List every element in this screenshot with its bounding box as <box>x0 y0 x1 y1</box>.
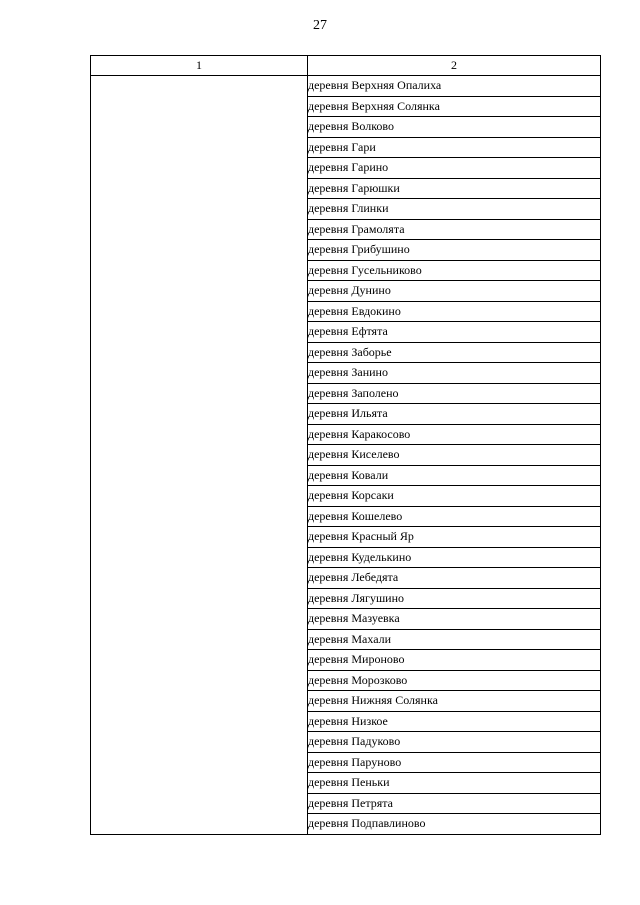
settlement-name: деревня Мироново <box>308 650 601 671</box>
settlement-name: деревня Пеньки <box>308 773 601 794</box>
settlement-name: деревня Ефтята <box>308 322 601 343</box>
settlement-name: деревня Верхняя Опалиха <box>308 76 601 97</box>
settlement-name: деревня Мазуевка <box>308 609 601 630</box>
settlement-name: деревня Гарюшки <box>308 178 601 199</box>
page-number: 27 <box>313 18 327 33</box>
settlement-name: деревня Кошелево <box>308 506 601 527</box>
settlement-name: деревня Гусельниково <box>308 260 601 281</box>
settlement-name: деревня Нижняя Солянка <box>308 691 601 712</box>
settlement-name: деревня Подпавлиново <box>308 814 601 835</box>
settlement-name: деревня Занино <box>308 363 601 384</box>
settlement-name: деревня Дунино <box>308 281 601 302</box>
settlement-name: деревня Лягушино <box>308 588 601 609</box>
settlement-name: деревня Гари <box>308 137 601 158</box>
settlement-name: деревня Морозково <box>308 670 601 691</box>
settlement-name: деревня Красный Яр <box>308 527 601 548</box>
settlement-name: деревня Евдокино <box>308 301 601 322</box>
settlement-name: деревня Волково <box>308 117 601 138</box>
settlement-name: деревня Падуково <box>308 732 601 753</box>
table-row <box>91 76 601 97</box>
settlement-name: деревня Петрята <box>308 793 601 814</box>
settlement-name: деревня Глинки <box>308 199 601 220</box>
settlement-name: деревня Паруново <box>308 752 601 773</box>
settlement-name: деревня Заполено <box>308 383 601 404</box>
settlement-name: деревня Верхняя Солянка <box>308 96 601 117</box>
column-header-1: 1 <box>91 56 308 76</box>
settlement-name: деревня Каракосово <box>308 424 601 445</box>
settlement-name: деревня Грамолята <box>308 219 601 240</box>
region-cell <box>91 76 308 835</box>
settlement-name: деревня Махали <box>308 629 601 650</box>
settlement-name: деревня Лебедята <box>308 568 601 589</box>
column-header-2: 2 <box>308 56 601 76</box>
settlement-name: деревня Ильята <box>308 404 601 425</box>
table-header-row <box>91 56 601 76</box>
settlements-table <box>90 55 601 835</box>
settlement-name: деревня Ковали <box>308 465 601 486</box>
settlement-name: деревня Куделькино <box>308 547 601 568</box>
settlement-name: деревня Киселево <box>308 445 601 466</box>
settlement-name: деревня Низкое <box>308 711 601 732</box>
settlement-name: деревня Заборье <box>308 342 601 363</box>
settlement-name: деревня Корсаки <box>308 486 601 507</box>
settlement-name: деревня Грибушино <box>308 240 601 261</box>
table-body <box>91 76 601 835</box>
settlement-name: деревня Гарино <box>308 158 601 179</box>
